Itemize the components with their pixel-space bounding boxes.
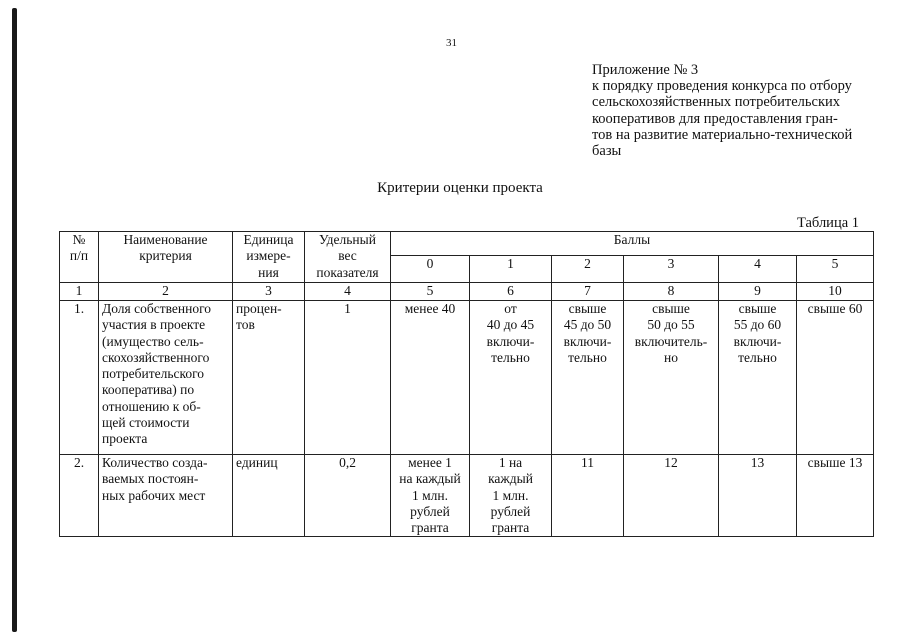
criteria-table: [59, 231, 874, 537]
header-point-col: 4: [719, 256, 797, 283]
row-score: от 40 до 45 включи- тельно: [470, 301, 552, 455]
header-point-col: 5: [797, 256, 874, 283]
header-row: [60, 232, 874, 256]
header-points: Баллы: [391, 232, 874, 256]
column-number-row: [60, 283, 874, 301]
header-name: Наименование критерия: [99, 232, 233, 283]
column-number: 2: [99, 283, 233, 301]
document-title: Критерии оценки проекта: [377, 180, 543, 196]
table-label: Таблица 1: [797, 215, 860, 231]
row-unit: единиц: [233, 455, 305, 537]
row-score: 13: [719, 455, 797, 537]
row-weight: 0,2: [305, 455, 391, 537]
row-num: 1.: [60, 301, 99, 455]
row-score: 11: [552, 455, 624, 537]
row-score: свыше 55 до 60 включи- тельно: [719, 301, 797, 455]
row-score: менее 40: [391, 301, 470, 455]
row-score: свыше 45 до 50 включи- тельно: [552, 301, 624, 455]
header-point-col: 2: [552, 256, 624, 283]
column-number: 4: [305, 283, 391, 301]
header-num: № п/п: [60, 232, 99, 283]
row-score: 1 на каждый 1 млн. рублей гранта: [470, 455, 552, 537]
scan-binding-edge: [12, 8, 17, 632]
header-point-col: 0: [391, 256, 470, 283]
row-unit: процен- тов: [233, 301, 305, 455]
row-score: свыше 13: [797, 455, 874, 537]
row-score: свыше 60: [797, 301, 874, 455]
appendix-line: базы: [592, 143, 622, 160]
appendix-line: кооперативов для предоставления гран-: [592, 110, 838, 127]
column-number: 8: [624, 283, 719, 301]
column-number: 1: [60, 283, 99, 301]
header-point-col: 3: [624, 256, 719, 283]
column-number: 6: [470, 283, 552, 301]
table-row: [60, 455, 874, 537]
row-score: 12: [624, 455, 719, 537]
table-row: [60, 301, 874, 455]
column-number: 5: [391, 283, 470, 301]
row-weight: 1: [305, 301, 391, 455]
column-number: 9: [719, 283, 797, 301]
page-number: 31: [446, 37, 457, 49]
row-criterion-name: Количество созда- ваемых постоян- ных рабочих мест: [99, 455, 233, 537]
header-unit: Единица измере- ния: [233, 232, 305, 283]
row-num: 2.: [60, 455, 99, 537]
appendix-line: к порядку проведения конкурса по отбору: [592, 78, 852, 95]
appendix-line: тов на развитие материально-технической: [592, 126, 853, 143]
header-point-col: 1: [470, 256, 552, 283]
appendix-note: [592, 62, 892, 159]
column-number: 10: [797, 283, 874, 301]
appendix-line: Приложение № 3: [592, 62, 699, 78]
column-number: 3: [233, 283, 305, 301]
header-weight: Удельный вес показателя: [305, 232, 391, 283]
row-score: менее 1 на каждый 1 млн. рублей гранта: [391, 455, 470, 537]
row-score: свыше 50 до 55 включитель- но: [624, 301, 719, 455]
column-number: 7: [552, 283, 624, 301]
appendix-line: сельскохозяйственных потребительских: [592, 94, 841, 111]
row-criterion-name: Доля собственного участия в проекте (имущество сель- скохозяйственного потребительского кооператива) по отношению к об- щей стоимости проекта: [99, 301, 233, 455]
